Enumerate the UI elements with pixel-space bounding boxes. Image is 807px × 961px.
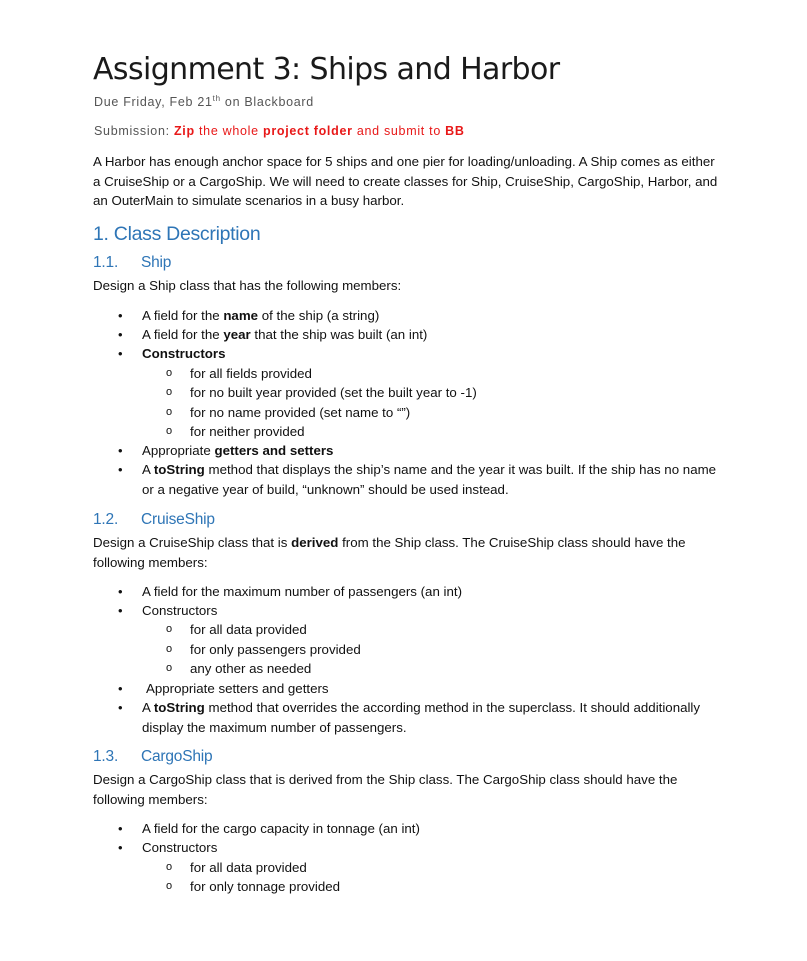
subsection-heading-cruiseship (93, 511, 215, 529)
submission-mid2: and submit to (352, 124, 446, 138)
sub-list-item: o for only passengers provided (166, 640, 361, 660)
subsection-title: Ship (141, 254, 172, 271)
sub-list-item: o for no built year provided (set the built year to -1) (166, 383, 477, 403)
sub-list-item: o for all data provided (166, 858, 307, 878)
cruiseship-description: Design a CruiseShip class that is derived from the Ship class. The CruiseShip class should have the following members: (93, 535, 686, 570)
submission-mid1: the whole (194, 124, 263, 138)
submission-bb: BB (445, 124, 465, 138)
page-title: Assignment 3: Ships and Harbor (93, 52, 560, 87)
due-sup: th (212, 94, 221, 103)
list-item: • Constructors (118, 838, 718, 858)
sub-list-item: o for all data provided (166, 620, 307, 640)
subsection-title: CruiseShip (141, 511, 215, 528)
list-item: • A field for the cargo capacity in tonnage (an int) (118, 819, 718, 839)
submission-zip: Zip (173, 124, 195, 138)
sub-list-item: o for neither provided (166, 422, 305, 442)
submission-label: Submission: (94, 124, 174, 138)
list-item: • Appropriate setters and getters (118, 679, 718, 699)
sub-list-item: o any other as needed (166, 659, 311, 679)
list-item: • A toString method that overrides the according method in the superclass. It should additionally display the maximum number of passengers. (118, 698, 718, 737)
list-item: • Appropriate getters and setters (118, 441, 718, 461)
list-item: • Constructors (118, 344, 718, 364)
sub-list-item: o for no name provided (set name to “”) (166, 403, 410, 423)
subsection-number: 1.1. (93, 254, 119, 271)
subsection-title: CargoShip (141, 748, 213, 765)
subsection-heading-ship (93, 254, 171, 272)
section-heading-class-description: 1. Class Description (93, 223, 261, 245)
cargoship-description: Design a CargoShip class that is derived from the Ship class. The CargoShip class should have the following members: (93, 772, 678, 807)
list-item: • A toString method that displays the ship’s name and the year it was built. If the ship has no name or a negative year of build, “unknown” should be used instead. (118, 460, 718, 499)
sub-list-item: o for all fields provided (166, 364, 312, 384)
list-item: • A field for the name of the ship (a string) (118, 306, 718, 326)
due-date (94, 94, 314, 109)
subsection-heading-cargoship (93, 748, 212, 766)
list-item: • A field for the maximum number of passengers (an int) (118, 582, 718, 602)
subsection-number: 1.2. (93, 511, 119, 528)
submission-folder: project folder (262, 124, 353, 138)
intro-paragraph: A Harbor has enough anchor space for 5 ships and one pier for loading/unloading. A Ship comes as either a CruiseShip or a CargoShip. We will need to create classes for Ship, CruiseShip, CargoShip, Harbor, and an OuterMain to simulate scenarios in a busy harbor. (93, 154, 718, 208)
ship-description: Design a Ship class that has the following members: (93, 278, 402, 293)
sub-list-item: o for only tonnage provided (166, 877, 340, 897)
list-item: • Constructors (118, 601, 718, 621)
list-item: • A field for the year that the ship was built (an int) (118, 325, 718, 345)
submission-line (94, 124, 465, 138)
due-prefix: Due Friday, Feb 21 (94, 95, 213, 110)
due-suffix: on Blackboard (220, 95, 314, 110)
subsection-number: 1.3. (93, 748, 119, 765)
